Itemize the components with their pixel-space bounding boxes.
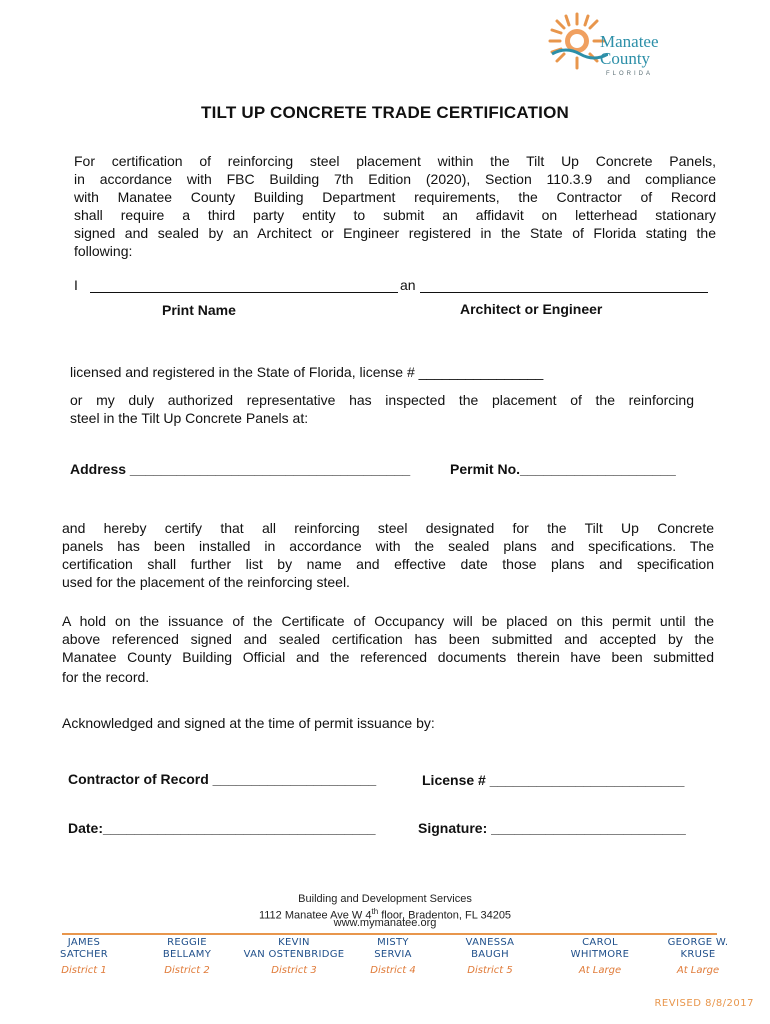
inspected-paragraph xyxy=(70,391,694,427)
inspected-line: or my duly authorized representative has inspected the placement of the reinforcing xyxy=(70,392,694,408)
commissioner-last-name: SATCHER xyxy=(60,949,108,960)
intro-line: in accordance with FBC Building 7th Edition (2020), Section 110.3.9 and compliance xyxy=(74,171,716,187)
commissioner-district: District 2 xyxy=(164,965,210,976)
revised-date: REVISED 8/8/2017 xyxy=(654,998,754,1009)
commissioner-at-large-2 xyxy=(643,937,753,976)
license-number-field[interactable]: License # _________________________ xyxy=(422,772,685,788)
hold-line: above referenced signed and sealed certification has been submitted and accepted by the xyxy=(62,631,714,647)
intro-line: shall require a third party entity to submit an affidavit on letterhead stationary xyxy=(74,207,716,223)
commissioner-first-name: REGGIE xyxy=(167,937,207,948)
logo-text-manatee: Manatee xyxy=(600,32,659,51)
footer-website[interactable]: www.mymanatee.org xyxy=(333,917,437,929)
commissioner-at-large-1 xyxy=(545,937,655,976)
intro-line: following: xyxy=(74,243,133,259)
acknowledged-text: Acknowledged and signed at the time of permit issuance by: xyxy=(62,715,435,731)
date-field[interactable]: Date:___________________________________ xyxy=(68,820,376,836)
commissioner-first-name: MISTY xyxy=(377,937,409,948)
commissioner-district-3 xyxy=(239,937,349,976)
i-label: I xyxy=(74,277,78,293)
commissioner-first-name: KEVIN xyxy=(278,937,310,948)
footer-address-city: floor, Bradenton, FL 34205 xyxy=(378,909,512,922)
commissioner-district: At Large xyxy=(578,965,622,976)
intro-line: For certification of reinforcing steel placement within the Tilt Up Concrete Panels, xyxy=(74,153,716,169)
commissioner-last-name: BELLAMY xyxy=(162,949,212,960)
commissioner-last-name: SERVIA xyxy=(374,949,412,960)
certify-line: certification shall further list by name and effective date those plans and specification xyxy=(62,556,714,572)
manatee-county-logo xyxy=(546,10,686,85)
logo-text-florida: FLORIDA xyxy=(606,71,654,77)
commissioner-district-4 xyxy=(338,937,448,976)
intro-paragraph xyxy=(74,152,716,260)
certify-line: and hereby certify that all reinforcing steel designated for the Tilt Up Concrete xyxy=(62,520,714,536)
address-field[interactable]: Address ____________________________________ xyxy=(70,461,411,477)
certify-paragraph xyxy=(62,519,714,591)
permit-number-field[interactable]: Permit No.____________________ xyxy=(450,461,676,477)
commissioner-first-name: GEORGE W. xyxy=(667,937,729,948)
commissioner-first-name: JAMES xyxy=(67,937,101,948)
certify-line: used for the placement of the reinforcing steel. xyxy=(62,574,350,590)
intro-line: signed and sealed by an Architect or Engineer registered in the State of Florida stating the xyxy=(74,225,716,241)
license-line: licensed and registered in the State of Florida, license # ________________ xyxy=(70,364,544,380)
footer-address-superscript: th xyxy=(371,907,379,916)
inspected-line: steel in the Tilt Up Concrete Panels at: xyxy=(70,410,309,426)
intro-line: with Manatee County Building Department requirements, the Contractor of Record xyxy=(74,189,716,205)
commissioner-district: District 5 xyxy=(467,965,513,976)
commissioner-first-name: CAROL xyxy=(582,937,618,948)
page-title: TILT UP CONCRETE TRADE CERTIFICATION xyxy=(201,103,569,122)
logo-text-county: County xyxy=(600,49,651,68)
commissioner-district-2 xyxy=(132,937,242,976)
commissioner-district-5 xyxy=(435,937,545,976)
architect-engineer-label: Architect or Engineer xyxy=(460,301,603,317)
footer-address-street: 1112 Manatee Ave W 4 xyxy=(258,909,372,922)
signature-field[interactable]: Signature: _________________________ xyxy=(418,820,686,836)
commissioner-last-name: BAUGH xyxy=(471,949,509,960)
hold-paragraph xyxy=(62,612,714,686)
print-name-field[interactable] xyxy=(90,292,398,293)
hold-line: for the record. xyxy=(62,669,150,685)
architect-engineer-field[interactable] xyxy=(420,292,708,293)
commissioner-district: District 1 xyxy=(61,965,107,976)
sun-logo-icon xyxy=(546,10,608,72)
commissioner-last-name: VAN OSTENBRIDGE xyxy=(243,949,345,960)
commissioner-last-name: WHITMORE xyxy=(570,949,630,960)
certify-line: panels has been installed in accordance with the sealed plans and specifications. The xyxy=(62,538,714,554)
hold-line: A hold on the issuance of the Certificate of Occupancy will be placed on this permit until the xyxy=(62,613,714,629)
commissioner-last-name: KRUSE xyxy=(680,949,716,960)
commissioner-district: District 3 xyxy=(271,965,317,976)
commissioner-district-1 xyxy=(29,937,139,976)
commissioner-district: At Large xyxy=(676,965,720,976)
footer-department: Building and Development Services xyxy=(298,893,472,905)
footer-divider xyxy=(62,933,717,935)
an-label: an xyxy=(400,277,416,293)
contractor-of-record-field[interactable]: Contractor of Record _____________________ xyxy=(68,771,377,787)
commissioner-district: District 4 xyxy=(370,965,416,976)
commissioner-first-name: VANESSA xyxy=(465,937,515,948)
print-name-label: Print Name xyxy=(162,302,236,318)
hold-line: Manatee County Building Official and the referenced documents therein have been submitted xyxy=(62,649,714,665)
